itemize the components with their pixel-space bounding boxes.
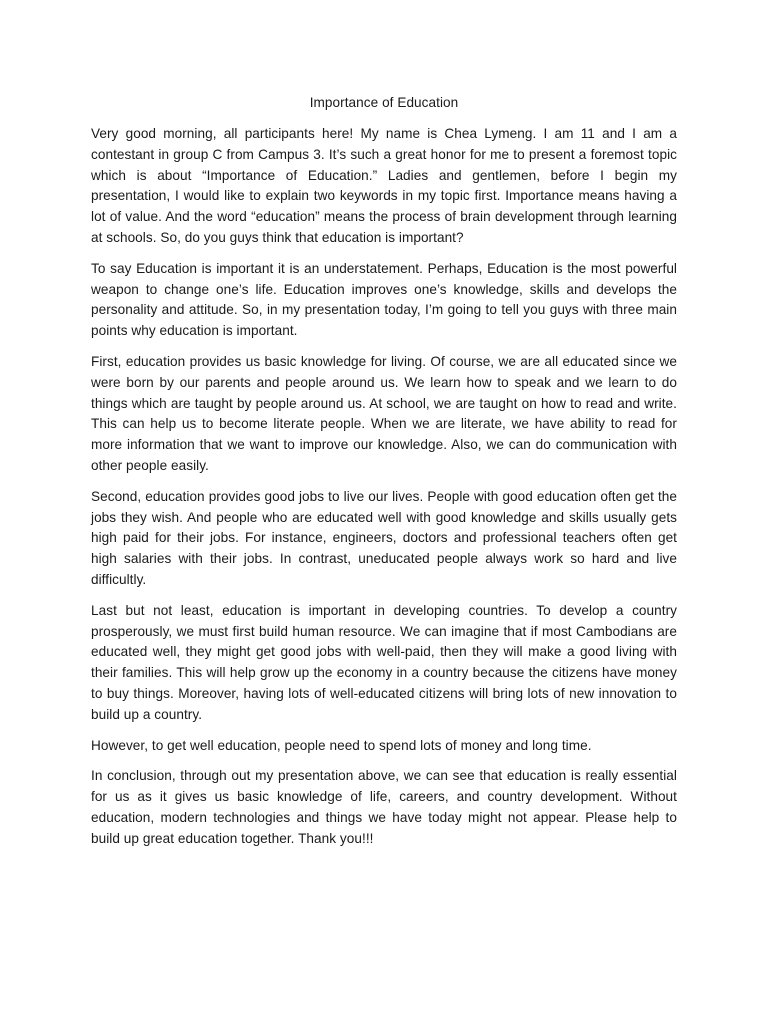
paragraph-however: However, to get well education, people need to spend lots of money and long time.	[91, 737, 592, 753]
paragraph-conclusion: In conclusion, through out my presentation above, we can see that education is really essential for us as it gives us basic knowledge of life, careers, and country development. Without education, modern technologies and things we have today might not appear. Please help to build up great education together. Thank you!!!	[91, 768, 677, 846]
paragraph-third-point: Last but not least, education is important in developing countries. To develop a country prosperously, we must first build human resource. We can imagine that if most Cambodians are educated well, they might get good jobs with well-paid, then they will make a good living with their families. This will help grow up the economy in a country because the citizens have money to buy things. Moreover, having lots of well-educated citizens will bring lots of new innovation to build up a country.	[91, 602, 677, 722]
paragraph-thesis: To say Education is important it is an understatement. Perhaps, Education is the most powerful weapon to change one’s life. Education improves one’s knowledge, skills and develops the personality and attitude. So, in my presentation today, I’m going to tell you guys with three main points why education is important.	[91, 260, 677, 339]
document-title: Importance of Education	[309, 95, 459, 110]
paragraph-second-point: Second, education provides good jobs to live our lives. People with good education often get the jobs they wish. And people who are educated well with good knowledge and skills usually gets high paid for their jobs. For instance, engineers, doctors and professional teachers often get high salaries with their jobs. In contrast, uneducated people always work so hard and live difficultly.	[91, 488, 677, 587]
paragraph-first-point: First, education provides us basic knowledge for living. Of course, we are all educated since we were born by our parents and people around us. We learn how to speak and we learn to do things which are taught by people around us. At school, we are taught on how to read and write. This can help us to become literate people. When we are literate, we have ability to read for more information that we want to improve our knowledge. Also, we can do communication with other people easily.	[91, 353, 677, 473]
paragraph-introduction: Very good morning, all participants here! My name is Chea Lymeng. I am 11 and I am a contestant in group C from Campus 3. It’s such a great honor for me to present a foremost topic which is about “Importance of Education.” Ladies and gentlemen, before I begin my presentation, I would like to explain two keywords in my topic first. Importance means having a lot of value. And the word “education” means the process of brain development through learning at schools. So, do you guys think that education is important?	[91, 126, 677, 245]
